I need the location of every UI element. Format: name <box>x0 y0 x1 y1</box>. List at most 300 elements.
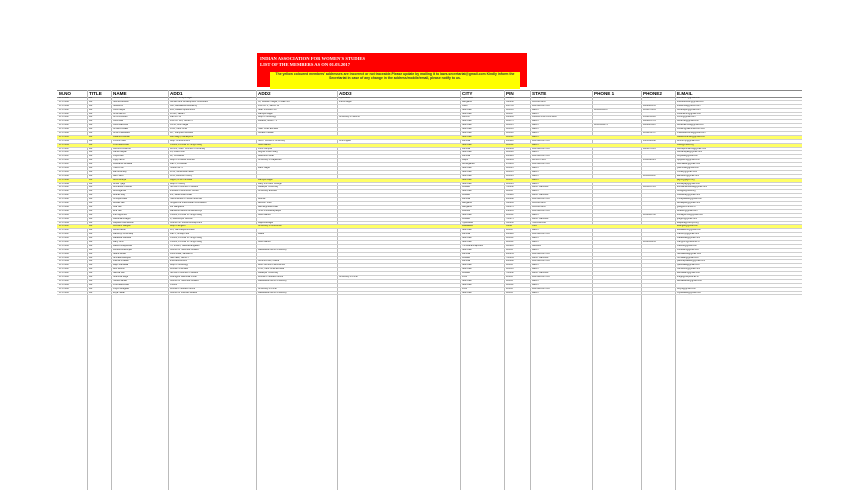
cell-pin: 700032 <box>506 186 514 189</box>
cell-add2: Women's Studies Centre <box>258 275 284 278</box>
cell-name: Vasanthi Raman <box>113 135 130 138</box>
cell-mno: 07-L-1004 <box>59 112 70 115</box>
cell-name: Veena Poonacha <box>113 147 131 150</box>
cell-city: New Delhi <box>462 112 473 115</box>
cell-add2: Delhi School of Economics <box>258 264 286 267</box>
cell-state: MAHARASHTRA <box>532 147 550 150</box>
cell-name: Sudha Ramesh <box>113 100 129 103</box>
cell-state: USA <box>532 225 537 228</box>
cell-email: urmib@gmail.com <box>677 116 696 119</box>
cell-add1: B-4, Sarvodaya Enclave <box>170 229 195 232</box>
cell-email: vidyarao@gmail.com <box>677 155 699 158</box>
cell-title: Ms. <box>89 217 93 220</box>
cell-title: Ms. <box>89 233 93 236</box>
cell-pin: 700064 <box>506 256 514 259</box>
cell-mno: 07-L-1003 <box>59 108 70 111</box>
cell-add1: Dept of History <box>170 182 186 185</box>
cell-add2: Jawaharlal Nehru University <box>258 291 287 294</box>
cell-phone2: 9869426135 <box>643 104 656 107</box>
cell-title: Ms. <box>89 268 93 271</box>
cell-city: New Delhi <box>462 291 473 294</box>
cell-add2: Gole Market <box>258 213 271 216</box>
cell-city: Pune <box>462 287 468 290</box>
cell-city: New Delhi <box>462 178 473 181</box>
cell-city: Bangalore <box>462 100 473 103</box>
cell-email: chakravartiuma@gmail.com <box>677 132 706 135</box>
cell-email: ilinasen@gmail.com <box>677 209 698 212</box>
cell-add1: IIM Bangalore <box>170 205 185 208</box>
cell-add2: Ground Floor, Kalina <box>258 260 280 263</box>
cell-add1: CWDS <box>170 283 178 286</box>
cell-add1: A-45, Defence Colony <box>170 174 193 177</box>
cell-title: Ms. <box>89 256 93 259</box>
cell-state: DELHI <box>532 143 539 146</box>
cell-mno: 07-L-1026 <box>59 198 70 201</box>
cell-add2: Jadavpur University <box>258 186 279 189</box>
cell-title: Ms. <box>89 240 93 243</box>
cell-mno: 07-L-1042 <box>59 260 70 263</box>
cell-state: DELHI <box>532 132 539 135</box>
header-phone1: PHONE 1 <box>594 91 615 96</box>
header-state: STATE <box>532 91 547 96</box>
table-body <box>57 97 802 295</box>
cell-pin: 411007 <box>506 287 514 290</box>
cell-city: Mumbai <box>462 233 471 236</box>
cell-email: vanitanayak@gmail.com <box>677 151 703 154</box>
cell-pin: 110017 <box>506 112 514 115</box>
cell-pin: 400098 <box>506 260 514 263</box>
cell-email: umamenon@gmail.com <box>677 112 702 115</box>
cell-city: New Delhi <box>462 237 473 240</box>
cell-name: Usha Nayar <box>113 108 126 111</box>
cell-city: New Delhi <box>462 128 473 131</box>
cell-name: Kumkum Sangari <box>113 225 131 228</box>
cell-email: jagori@jagori.org <box>677 178 695 181</box>
cell-mno: 07-L-1002 <box>59 104 70 107</box>
cell-mno: 07-L-1012 <box>59 143 70 146</box>
cell-city: New Delhi <box>462 167 473 170</box>
cell-email: vibhuti.np@gmail.com <box>677 139 700 142</box>
cell-pin: 110017 <box>506 178 514 181</box>
cell-add2: University of Rajasthan <box>258 159 282 162</box>
cell-title: Ms. <box>89 264 93 267</box>
cell-state: DELHI <box>532 268 539 271</box>
cell-pin: 700020 <box>506 194 514 197</box>
cell-name: Tanika Sarkar <box>113 279 128 282</box>
cell-add1: B-7, Pamposh Enclave <box>170 132 194 135</box>
cell-city: New Delhi <box>462 135 473 138</box>
cell-email: meerav@gmail.com <box>677 244 698 247</box>
cell-state: MAHARASHTRA <box>532 275 550 278</box>
cell-email: chhayadatar@gmail.com <box>677 198 703 201</box>
cell-add2: Lady Shri Ram College <box>258 182 282 185</box>
cell-add1: CWDS, 25 Bhai Vir Singh Marg <box>170 240 202 243</box>
cell-title: Ms. <box>89 283 93 286</box>
cell-email: zoyahasan@gmail.com <box>677 291 701 294</box>
cell-title: Ms. <box>89 252 93 255</box>
cell-mno: 07-L-1000 <box>59 97 70 99</box>
cell-email: bina@iegindia.org <box>677 190 696 193</box>
cell-city: Kolkata <box>462 272 470 275</box>
header-title: TITLE <box>89 91 102 96</box>
cell-title: Ms. <box>89 174 93 177</box>
cell-name: Uma Menon <box>113 112 126 115</box>
cell-city: New Delhi <box>462 268 473 271</box>
cell-state: MAHARASHTRA <box>532 104 550 107</box>
cell-name: Meera Velayudhan <box>113 244 133 247</box>
cell-state: JAMMU AND KASHMIR <box>532 116 557 119</box>
cell-phone2: 9810612234 <box>643 240 656 243</box>
header-add2: ADD2 <box>258 91 271 96</box>
cell-add1: Council for Social Development <box>170 221 203 224</box>
cell-pin: 500030 <box>506 221 514 224</box>
cell-name: Zarina Bhatty <box>113 170 127 173</box>
cell-state: DELHI <box>532 112 539 115</box>
cell-title: Ms. <box>89 260 93 263</box>
cell-pin: 700032 <box>506 272 514 275</box>
cell-pin: 302004 <box>506 159 514 162</box>
cell-add2: Hauz Khas Enclave <box>258 128 279 131</box>
cell-phone2: 9810219787 <box>643 132 656 135</box>
cell-mno: 07-L-1001 <box>59 100 70 103</box>
cell-add2: Zakir Nagar <box>258 167 270 170</box>
cell-pin: 431001 <box>506 163 514 166</box>
cell-add1: Women's Studies Centre <box>170 287 196 290</box>
cell-state: DELHI <box>532 108 539 111</box>
cell-name: Vibhuti Patel <box>113 139 126 142</box>
cell-phone2: 9868125714 <box>643 120 656 123</box>
cell-name: Aarti Sethi <box>113 174 124 177</box>
cell-add2: K-36, Hauz Khas Enclave <box>258 268 285 271</box>
cell-state: KERALA <box>532 244 542 247</box>
cell-email: mridulam@gmail.com <box>677 248 700 251</box>
cell-state: RAJASTHAN <box>532 159 546 162</box>
cell-city: Milwaukee <box>462 225 473 228</box>
cell-add1: Tata Institute of Social Sciences <box>170 198 203 201</box>
cell-title: Ms. <box>89 147 93 150</box>
cell-add1: Dept of Sociology <box>170 264 189 267</box>
cell-mno: 07-L-1036 <box>59 237 70 240</box>
cell-email: malavikak@gmail.com <box>677 237 701 240</box>
cell-city: Wardha <box>462 209 470 212</box>
cell-email: cwds@cwds.org <box>677 143 694 146</box>
cell-state: DELHI <box>532 182 539 185</box>
cell-mno: 07-L-1047 <box>59 279 70 282</box>
cell-email: amitatyagi@gmail.com <box>677 182 701 185</box>
cell-add2: Hindi Vishwavidyalaya <box>258 209 281 212</box>
cell-city: New Delhi <box>462 143 473 146</box>
cell-pin: 110013 <box>506 170 514 173</box>
cell-pin: 110075 <box>506 120 514 123</box>
cell-state: KARNATAKA <box>532 202 546 205</box>
cell-add2: Gole Market <box>258 240 271 243</box>
cell-name: Sunita Subrahm. <box>113 97 131 99</box>
cell-mno: 07-L-1046 <box>59 275 70 278</box>
cell-pin: 110001 <box>506 240 514 243</box>
cell-name: Uma Chakravarti <box>113 132 131 135</box>
cell-add2: Rajendranagar <box>258 221 274 224</box>
cell-pin: 110001 <box>506 213 514 216</box>
cell-mno: 07-L-1009 <box>59 132 70 135</box>
cell-email: wsonalkar@gmail.com <box>677 163 701 166</box>
cell-add1: Shanti, Himayatnagar <box>170 97 193 99</box>
cell-title: Ms. <box>89 170 93 173</box>
cell-title: Ms. <box>89 100 93 103</box>
cell-email: ushanayar@gmail.com <box>677 108 701 111</box>
cell-add2: 50, Bharathi Nagar, III Main Rd <box>258 100 290 103</box>
cell-add2: Jawaharlal Nehru University <box>258 279 287 282</box>
cell-city: Mumbai <box>462 252 471 255</box>
cell-add1: Dept of Political Science <box>170 159 195 162</box>
cell-city: New Delhi <box>462 120 473 123</box>
cell-pin: 400054 <box>506 252 514 255</box>
cell-mno: 07-L-1043 <box>59 264 70 267</box>
cell-add1: CWDS, 25 Bhai Vir Singh Marg <box>170 143 202 146</box>
cell-title: Ms. <box>89 279 93 282</box>
cell-city: Jaipur <box>462 159 469 162</box>
cell-pin: 400703 <box>506 104 514 107</box>
cell-name: Jasodhara Bagchi <box>113 217 132 220</box>
cell-add1: 34-10, Moti Nagar <box>170 124 189 127</box>
cell-state: MAHARASHTRA <box>532 233 550 236</box>
cell-title: Ms. <box>89 209 93 212</box>
cell-email: devakijain@gmail.com <box>677 202 701 205</box>
cell-name: Gita Sen <box>113 205 122 208</box>
cell-mno: 07-L-1025 <box>59 194 70 197</box>
cell-pin: 110001 <box>506 283 514 286</box>
cell-mno: 07-L-1031 <box>59 217 70 220</box>
cell-name: Indu Agnihotri <box>113 213 128 216</box>
cell-title: Ms. <box>89 229 93 232</box>
cell-mno: 07-L-1006 <box>59 120 70 123</box>
cell-add3: University of Pune <box>339 275 358 278</box>
cell-mno: 07-L-1044 <box>59 268 70 271</box>
cell-email: padmaprakash@gmail.com <box>677 260 705 263</box>
members-table <box>57 90 802 490</box>
cell-city: Aurangabad <box>462 163 475 166</box>
cell-pin: 400049 <box>506 147 514 150</box>
cell-mno: 07-L-1007 <box>59 124 70 127</box>
cell-state: WEST BENGAL <box>532 272 549 275</box>
cell-mno: 07-L-1013 <box>59 147 70 150</box>
cell-phone2: 9810178291 <box>643 108 656 111</box>
cell-mno: 07-L-1040 <box>59 252 70 255</box>
cell-name: Vina Mazumdar <box>113 283 130 286</box>
cell-email: maithreyi@gmail.com <box>677 233 700 236</box>
cell-pin: 110007 <box>506 190 514 193</box>
cell-state: DELHI <box>532 135 539 138</box>
cell-mno: 07-L-1019 <box>59 170 70 173</box>
cell-phone2: 9866254772 <box>643 97 656 99</box>
cell-email: srege@unipune.ac.in <box>677 275 699 278</box>
cell-title: Ms. <box>89 135 93 138</box>
cell-name: Vanita Nayak <box>113 151 127 154</box>
cell-mno: 07-L-1015 <box>59 155 70 158</box>
cell-mno: 07-L-1050 <box>59 291 70 294</box>
cell-phone1: 01125934473 <box>594 124 608 127</box>
cell-add3: Hyderabad <box>339 97 351 99</box>
cell-mno: 07-L-1048 <box>59 283 70 286</box>
cell-add1: Flat No. 34 <box>170 116 182 119</box>
cell-title: Ms. <box>89 132 93 135</box>
cell-add1: Plot No. 123, Sector-5 <box>170 120 193 123</box>
cell-state: MAHARASHTRA <box>532 252 550 255</box>
cell-city: New Delhi <box>462 279 473 282</box>
cell-name: Abha Bhaiya <box>113 178 127 181</box>
cell-title: Ms. <box>89 225 93 228</box>
cell-add1: 12, Chitrakoot <box>170 155 185 158</box>
cell-state: DELHI <box>532 178 539 181</box>
cell-city: New Delhi <box>462 132 473 135</box>
cell-add1: Women Unlimited <box>170 268 189 271</box>
cell-email: sunitasubr@gmail.com <box>677 97 701 99</box>
cell-title: Ms. <box>89 108 93 111</box>
cell-phone2: 9868025110 <box>643 124 656 127</box>
cell-name: Neera Desai <box>113 252 126 255</box>
cell-email: gita@iimb.ernet.in <box>677 205 696 208</box>
cell-name: Yasmin Ali <box>113 167 124 170</box>
cell-add1: 302, Mahadeva Residency <box>170 104 198 107</box>
cell-add1: K-92, Hauz Khas <box>170 128 188 131</box>
cell-title: Ms. <box>89 198 93 201</box>
cell-state: MAHARASHTRA <box>532 209 550 212</box>
cell-title: Ms. <box>89 151 93 154</box>
cell-add1: School of Women's Studies <box>170 272 198 275</box>
cell-email: induagnihotri@gmail.com <box>677 213 703 216</box>
cell-pin: 560076 <box>506 205 514 208</box>
cell-pin: 110015 <box>506 124 514 127</box>
cell-add1: TC 9/1123, Sasthamangalam <box>170 244 200 247</box>
cell-email: ushamalhotra@gmail.com <box>677 124 704 127</box>
cell-pin: 700075 <box>506 217 514 220</box>
cell-title: Ms. <box>89 116 93 119</box>
cell-city: Pune <box>462 275 468 278</box>
cell-add2: University of Wisconsin <box>258 225 282 228</box>
cell-add1: 2/4, Sarat Bose Road <box>170 194 192 197</box>
cell-pin: 695010 <box>506 244 514 247</box>
cell-email: vidyut@gmail.com <box>677 287 696 290</box>
header-add1: ADD1 <box>170 91 183 96</box>
cell-pin: 500029 <box>506 97 514 99</box>
cell-mno: 07-L-1014 <box>59 151 70 154</box>
cell-pin: 110067 <box>506 248 514 251</box>
cell-add1: eSocialSciences <box>170 260 187 263</box>
cell-city: New Delhi <box>462 213 473 216</box>
cell-state: DELHI <box>532 128 539 131</box>
cell-email: kalpana@csdhyd.org <box>677 221 699 224</box>
cell-email: zbhatty@gmail.com <box>677 170 698 173</box>
cell-pin: 110024 <box>506 182 514 185</box>
cell-name: Urmi Bhushan <box>113 116 128 119</box>
cell-mno: 07-L-1041 <box>59 256 70 259</box>
cell-state: DELHI <box>532 283 539 286</box>
cell-name: Mary John <box>113 240 124 243</box>
cell-state: DELHI <box>532 264 539 267</box>
cell-title: Ms. <box>89 205 93 208</box>
cell-state: DELHI <box>532 213 539 216</box>
cell-add2: SNDT Women's University <box>258 139 286 142</box>
cell-city: Mumbai <box>462 198 471 201</box>
cell-city: New Delhi <box>462 229 473 232</box>
cell-city: New Delhi <box>462 190 473 193</box>
cell-mno: 07-L-1011 <box>59 139 70 142</box>
cell-mno: 07-L-1016 <box>59 159 70 162</box>
cell-city: New Delhi <box>462 108 473 111</box>
cell-add1: D-14, Nizamuddin East <box>170 170 194 173</box>
cell-name: Padma Prakash <box>113 260 130 263</box>
cell-mno: 07-L-1023 <box>59 186 70 189</box>
cell-state: DELHI <box>532 120 539 123</box>
banner-title-line1: INDIAN ASSOCIATION FOR WOMEN'S STUDIES <box>260 56 365 61</box>
header-city: CITY <box>462 91 473 96</box>
cell-add1: Jagori, B-114 Shivalik <box>170 178 193 181</box>
cell-add1: Dept of English <box>170 225 186 228</box>
cell-title: Ms. <box>89 291 93 294</box>
cell-city: Kolkata <box>462 256 470 259</box>
cell-state: TELANGANA <box>532 97 546 99</box>
cell-pin: 110067 <box>506 291 514 294</box>
cell-add3: Churchgate <box>339 139 351 142</box>
cell-title: Ms. <box>89 182 93 185</box>
cell-mno: 07-L-1005 <box>59 116 70 119</box>
cell-title: Ms. <box>89 275 93 278</box>
cell-state: DELHI <box>532 167 539 170</box>
cell-state: MAHARASHTRA <box>532 287 550 290</box>
cell-city: New Delhi <box>462 174 473 177</box>
header-mno: M.NO <box>59 91 71 96</box>
cell-state: DELHI <box>532 151 539 154</box>
cell-phone2: 9811083452 <box>643 174 656 177</box>
cell-title: Ms. <box>89 287 93 290</box>
cell-name: Bina Agarwal <box>113 190 127 193</box>
cell-pin: 110065 <box>506 108 514 111</box>
cell-email: rpalriwala@gmail.com <box>677 264 700 267</box>
cell-add3: Indira Nagar <box>339 100 352 103</box>
cell-state: DELHI <box>532 174 539 177</box>
cell-city: New Delhi <box>462 264 473 267</box>
cell-title: Ms. <box>89 221 93 224</box>
cell-add2: Malviya Nagar <box>258 112 273 115</box>
cell-mno: 07-L-1032 <box>59 221 70 224</box>
cell-pin: 400026 <box>506 155 514 158</box>
cell-name: Devaki Jain <box>113 202 125 205</box>
notice-text: The yellow coloured members' addresses are incorrect or not traceable.Please update by mailing it to iaws.secretariat@gmail.com Kindly inform the Secretariat in case of any change in the address/mobile/email, please notify to us. <box>275 72 515 81</box>
cell-add1: Centre for Historical Studies <box>170 279 199 282</box>
cell-add1: Institute of Economic Growth <box>170 190 200 193</box>
cell-add1: Krantijyoti Savitribai Phule <box>170 275 197 278</box>
cell-add1: Flat 3, Vrindavan <box>170 163 188 166</box>
cell-email: bharatiray@gmail.com <box>677 194 701 197</box>
cell-title: Ms. <box>89 159 93 162</box>
cell-city: Kolkata <box>462 186 470 189</box>
cell-add1: D-125, Vasant <box>170 112 185 115</box>
cell-pin: 400020 <box>506 139 514 142</box>
cell-city: New Delhi <box>462 240 473 243</box>
cell-city: Thiruvananthapuram <box>462 244 484 247</box>
cell-pin: 110048 <box>506 132 514 135</box>
cell-mno: 07-L-1037 <box>59 240 70 243</box>
cell-email: aartisethi@gmail.com <box>677 174 700 177</box>
cell-name: Ilina Sen <box>113 209 122 212</box>
cell-add1: 14, Anand Lok <box>170 151 185 154</box>
cell-title: Ms. <box>89 124 93 127</box>
cell-mno: 07-L-1018 <box>59 167 70 170</box>
cell-mno: 07-L-1020 <box>59 174 70 177</box>
cell-state: MAHARASHTRA <box>532 198 550 201</box>
cell-phone2: 9321040048 <box>643 139 656 142</box>
cell-city: New Delhi <box>462 124 473 127</box>
cell-add3: University of Jammu <box>339 116 360 119</box>
